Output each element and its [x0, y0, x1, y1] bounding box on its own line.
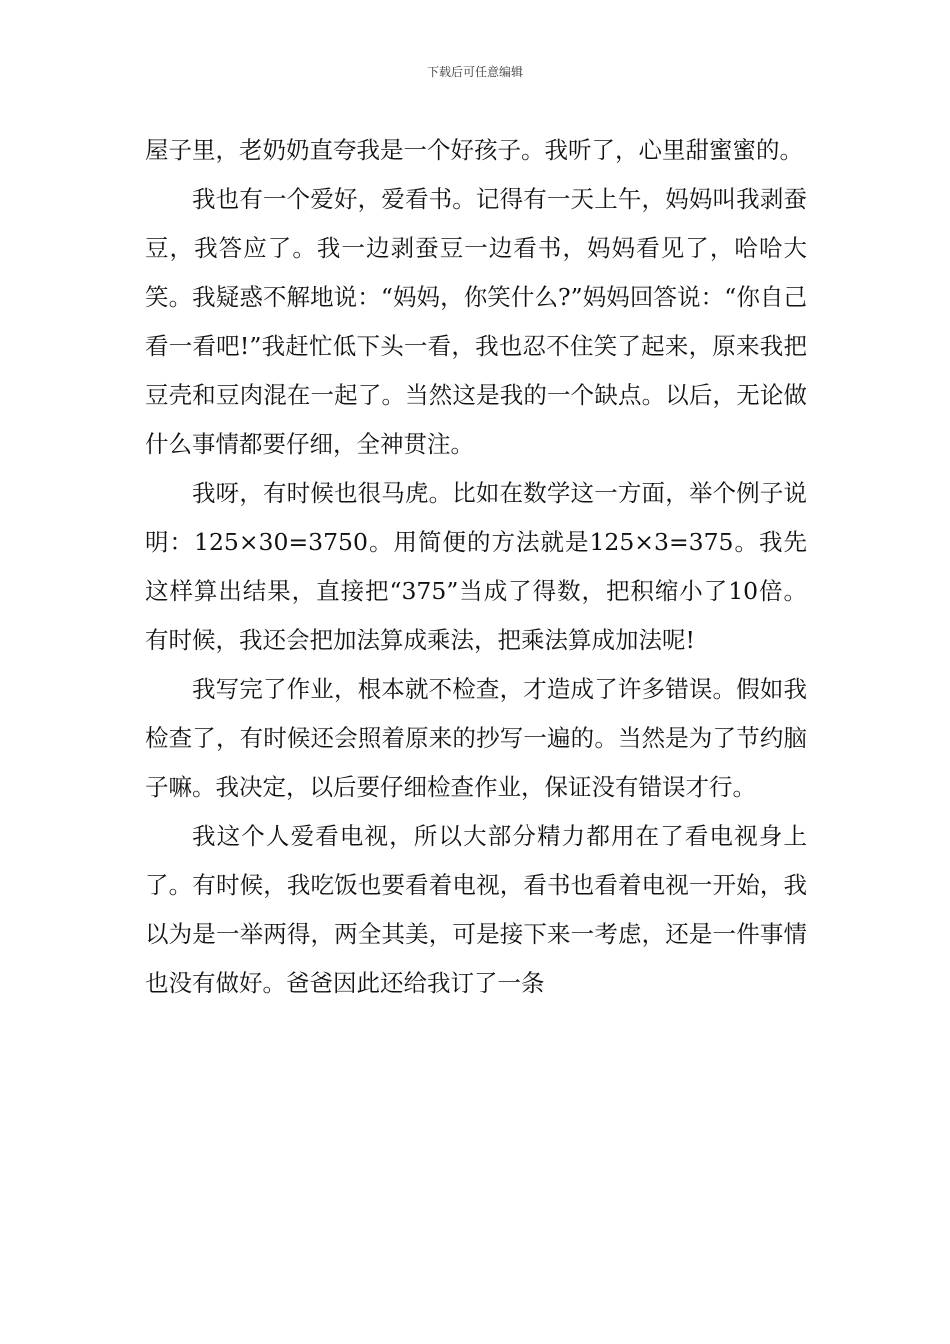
paragraph-3: 我呀，有时候也很马虎。比如在数学这一方面，举个例子说明：125×30=3750。用简便的方法就是125×3=375。我先这样算出结果，直接把“375”当成了得数，把积缩小了10倍。有时候，我还会把加法算成乘法，把乘法算成加法呢! [145, 479, 807, 654]
document-body [145, 126, 807, 1008]
paragraph-5: 我这个人爱看电视，所以大部分精力都用在了看电视身上了。有时候，我吃饭也要看着电视，看书也看着电视一开始，我以为是一举两得，两全其美，可是接下来一考虑，还是一件事情也没有做好。爸爸因此还给我订了一条 [145, 822, 807, 997]
paragraph-1: 屋子里，老奶奶直夸我是一个好孩子。我听了，心里甜蜜蜜的。 [145, 136, 803, 164]
page-header: 下载后可任意编辑 [426, 65, 523, 79]
paragraph-2: 我也有一个爱好，爱看书。记得有一天上午，妈妈叫我剥蚕豆，我答应了。我一边剥蚕豆一边看书，妈妈看见了，哈哈大笑。我疑惑不解地说：“妈妈，你笑什么?”妈妈回答说：“你自己看一看吧!”我赶忙低下头一看，我也忍不住笑了起来，原来我把豆壳和豆肉混在一起了。当然这是我的一个缺点。以后，无论做什么事情都要仔细，全神贯注。 [145, 185, 807, 458]
paragraph-4: 我写完了作业，根本就不检查，才造成了许多错误。假如我检查了，有时候还会照着原来的抄写一遍的。当然是为了节约脑子嘛。我决定，以后要仔细检查作业，保证没有错误才行。 [145, 675, 807, 801]
